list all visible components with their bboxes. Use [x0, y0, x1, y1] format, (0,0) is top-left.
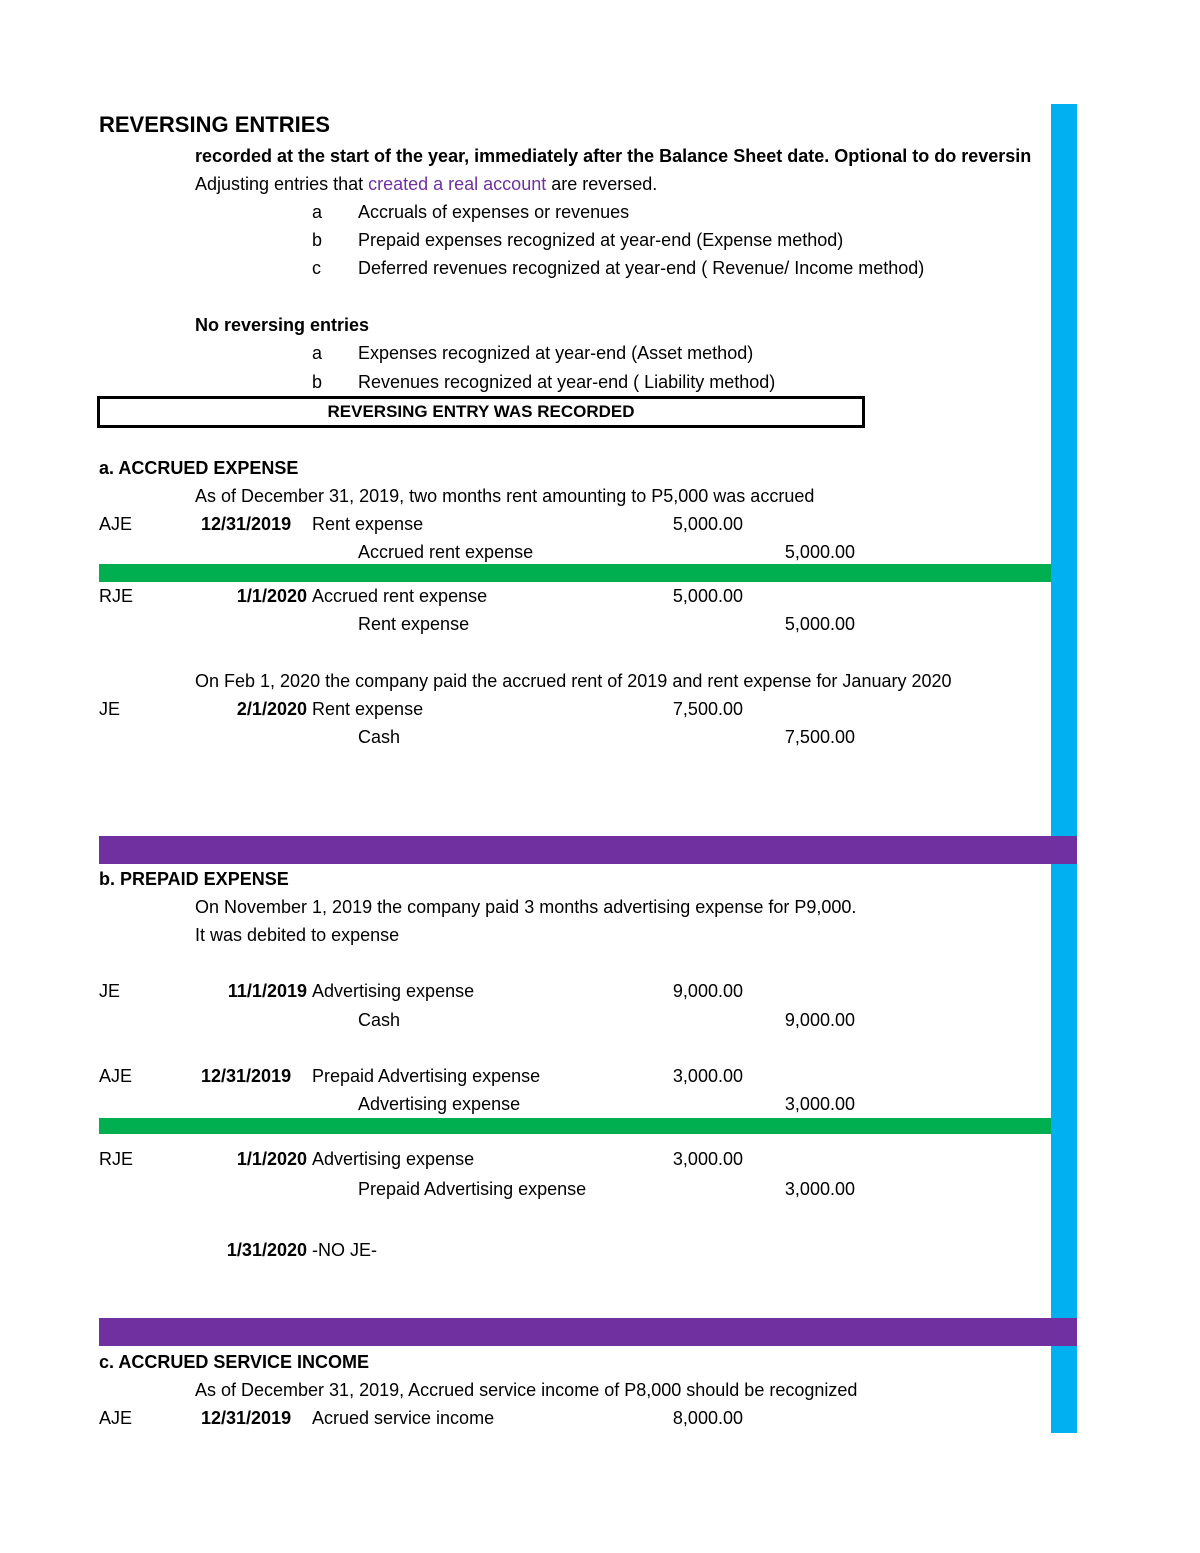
section-description: On Feb 1, 2020 the company paid the accrued rent of 2019 and rent expense for January 2020 — [195, 671, 952, 691]
reversing-entry-box: REVERSING ENTRY WAS RECORDED — [97, 396, 865, 428]
debit-account: Acrued service income — [312, 1408, 495, 1428]
list-item-letter: a — [312, 343, 323, 363]
green-separator-bar — [99, 1118, 1051, 1134]
entry-type: JE — [99, 981, 121, 1001]
debit-amount: 3,000.00 — [672, 1066, 743, 1086]
entry-date: 12/31/2019 — [201, 514, 292, 534]
debit-account: Advertising expense — [312, 981, 475, 1001]
entry-type: RJE — [99, 1149, 134, 1169]
credit-account: Advertising expense — [358, 1094, 521, 1114]
debit-account: Rent expense — [312, 699, 424, 719]
section-description: As of December 31, 2019, two months rent amounting to P5,000 was accrued — [195, 486, 815, 506]
intro-line: recorded at the start of the year, immediately after the Balance Sheet date. Optional to do reversin — [195, 146, 1032, 166]
debit-amount: 8,000.00 — [672, 1408, 743, 1428]
section-heading: b. PREPAID EXPENSE — [99, 869, 289, 889]
debit-account: Rent expense — [312, 514, 424, 534]
credit-account: Cash — [358, 1010, 401, 1030]
page-title: REVERSING ENTRIES — [99, 112, 331, 137]
list-item-text: Revenues recognized at year-end ( Liability method) — [358, 372, 776, 392]
list-item-text: Accruals of expenses or revenues — [358, 202, 630, 222]
intro-text: Adjusting entries that — [195, 174, 369, 194]
entry-date: 12/31/2019 — [201, 1066, 292, 1086]
debit-account: Advertising expense — [312, 1149, 475, 1169]
list-item-text: Expenses recognized at year-end (Asset method) — [358, 343, 754, 363]
debit-amount: 5,000.00 — [672, 514, 743, 534]
entry-date: 11/1/2019 — [227, 981, 307, 1001]
list-item-letter: a — [312, 202, 323, 222]
list-item-text: Deferred revenues recognized at year-end ( Revenue/ Income method) — [358, 258, 925, 278]
section-heading: a. ACCRUED EXPENSE — [99, 458, 299, 478]
list-item-letter: c — [312, 258, 321, 278]
section-description: It was debited to expense — [195, 925, 400, 945]
section-description: On November 1, 2019 the company paid 3 months advertising expense for P9,000. — [195, 897, 857, 917]
entry-date: 1/1/2020 — [236, 586, 307, 606]
debit-amount: 9,000.00 — [672, 981, 743, 1001]
purple-separator-bar — [99, 1318, 1077, 1346]
entry-date: 1/31/2020 — [226, 1240, 307, 1260]
credit-amount: 5,000.00 — [784, 614, 855, 634]
credit-account: Cash — [358, 727, 401, 747]
section-description: As of December 31, 2019, Accrued service income of P8,000 should be recognized — [195, 1380, 858, 1400]
entry-type: AJE — [99, 514, 133, 534]
section-heading: c. ACCRUED SERVICE INCOME — [99, 1352, 370, 1372]
entry-date: 2/1/2020 — [236, 699, 307, 719]
list-item-text: Prepaid expenses recognized at year-end (Expense method) — [358, 230, 844, 250]
purple-separator-bar — [99, 836, 1077, 864]
entry-type: RJE — [99, 586, 134, 606]
debit-amount: 7,500.00 — [672, 699, 743, 719]
credit-account: Rent expense — [358, 614, 470, 634]
no-reversing-heading: No reversing entries — [195, 315, 370, 335]
green-separator-bar — [99, 564, 1051, 582]
list-item-letter: b — [312, 230, 323, 250]
credit-account: Accrued rent expense — [358, 542, 534, 562]
intro-text: are reversed. — [546, 174, 658, 194]
blue-vertical-bar — [1051, 104, 1077, 1433]
entry-type: JE — [99, 699, 121, 719]
entry-type: AJE — [99, 1066, 133, 1086]
credit-amount: 5,000.00 — [784, 542, 855, 562]
entry-type: AJE — [99, 1408, 133, 1428]
credit-amount: 7,500.00 — [784, 727, 855, 747]
credit-amount: 9,000.00 — [784, 1010, 855, 1030]
highlighted-text: created a real account — [368, 174, 547, 194]
intro-line — [195, 173, 657, 195]
credit-amount: 3,000.00 — [784, 1179, 855, 1199]
debit-account: Accrued rent expense — [312, 586, 488, 606]
debit-amount: 5,000.00 — [672, 586, 743, 606]
entry-date: 12/31/2019 — [201, 1408, 292, 1428]
no-je-note: -NO JE- — [312, 1240, 377, 1260]
credit-amount: 3,000.00 — [784, 1094, 855, 1114]
list-item-letter: b — [312, 372, 323, 392]
debit-amount: 3,000.00 — [672, 1149, 743, 1169]
entry-date: 1/1/2020 — [236, 1149, 307, 1169]
credit-account: Prepaid Advertising expense — [358, 1179, 587, 1199]
debit-account: Prepaid Advertising expense — [312, 1066, 541, 1086]
